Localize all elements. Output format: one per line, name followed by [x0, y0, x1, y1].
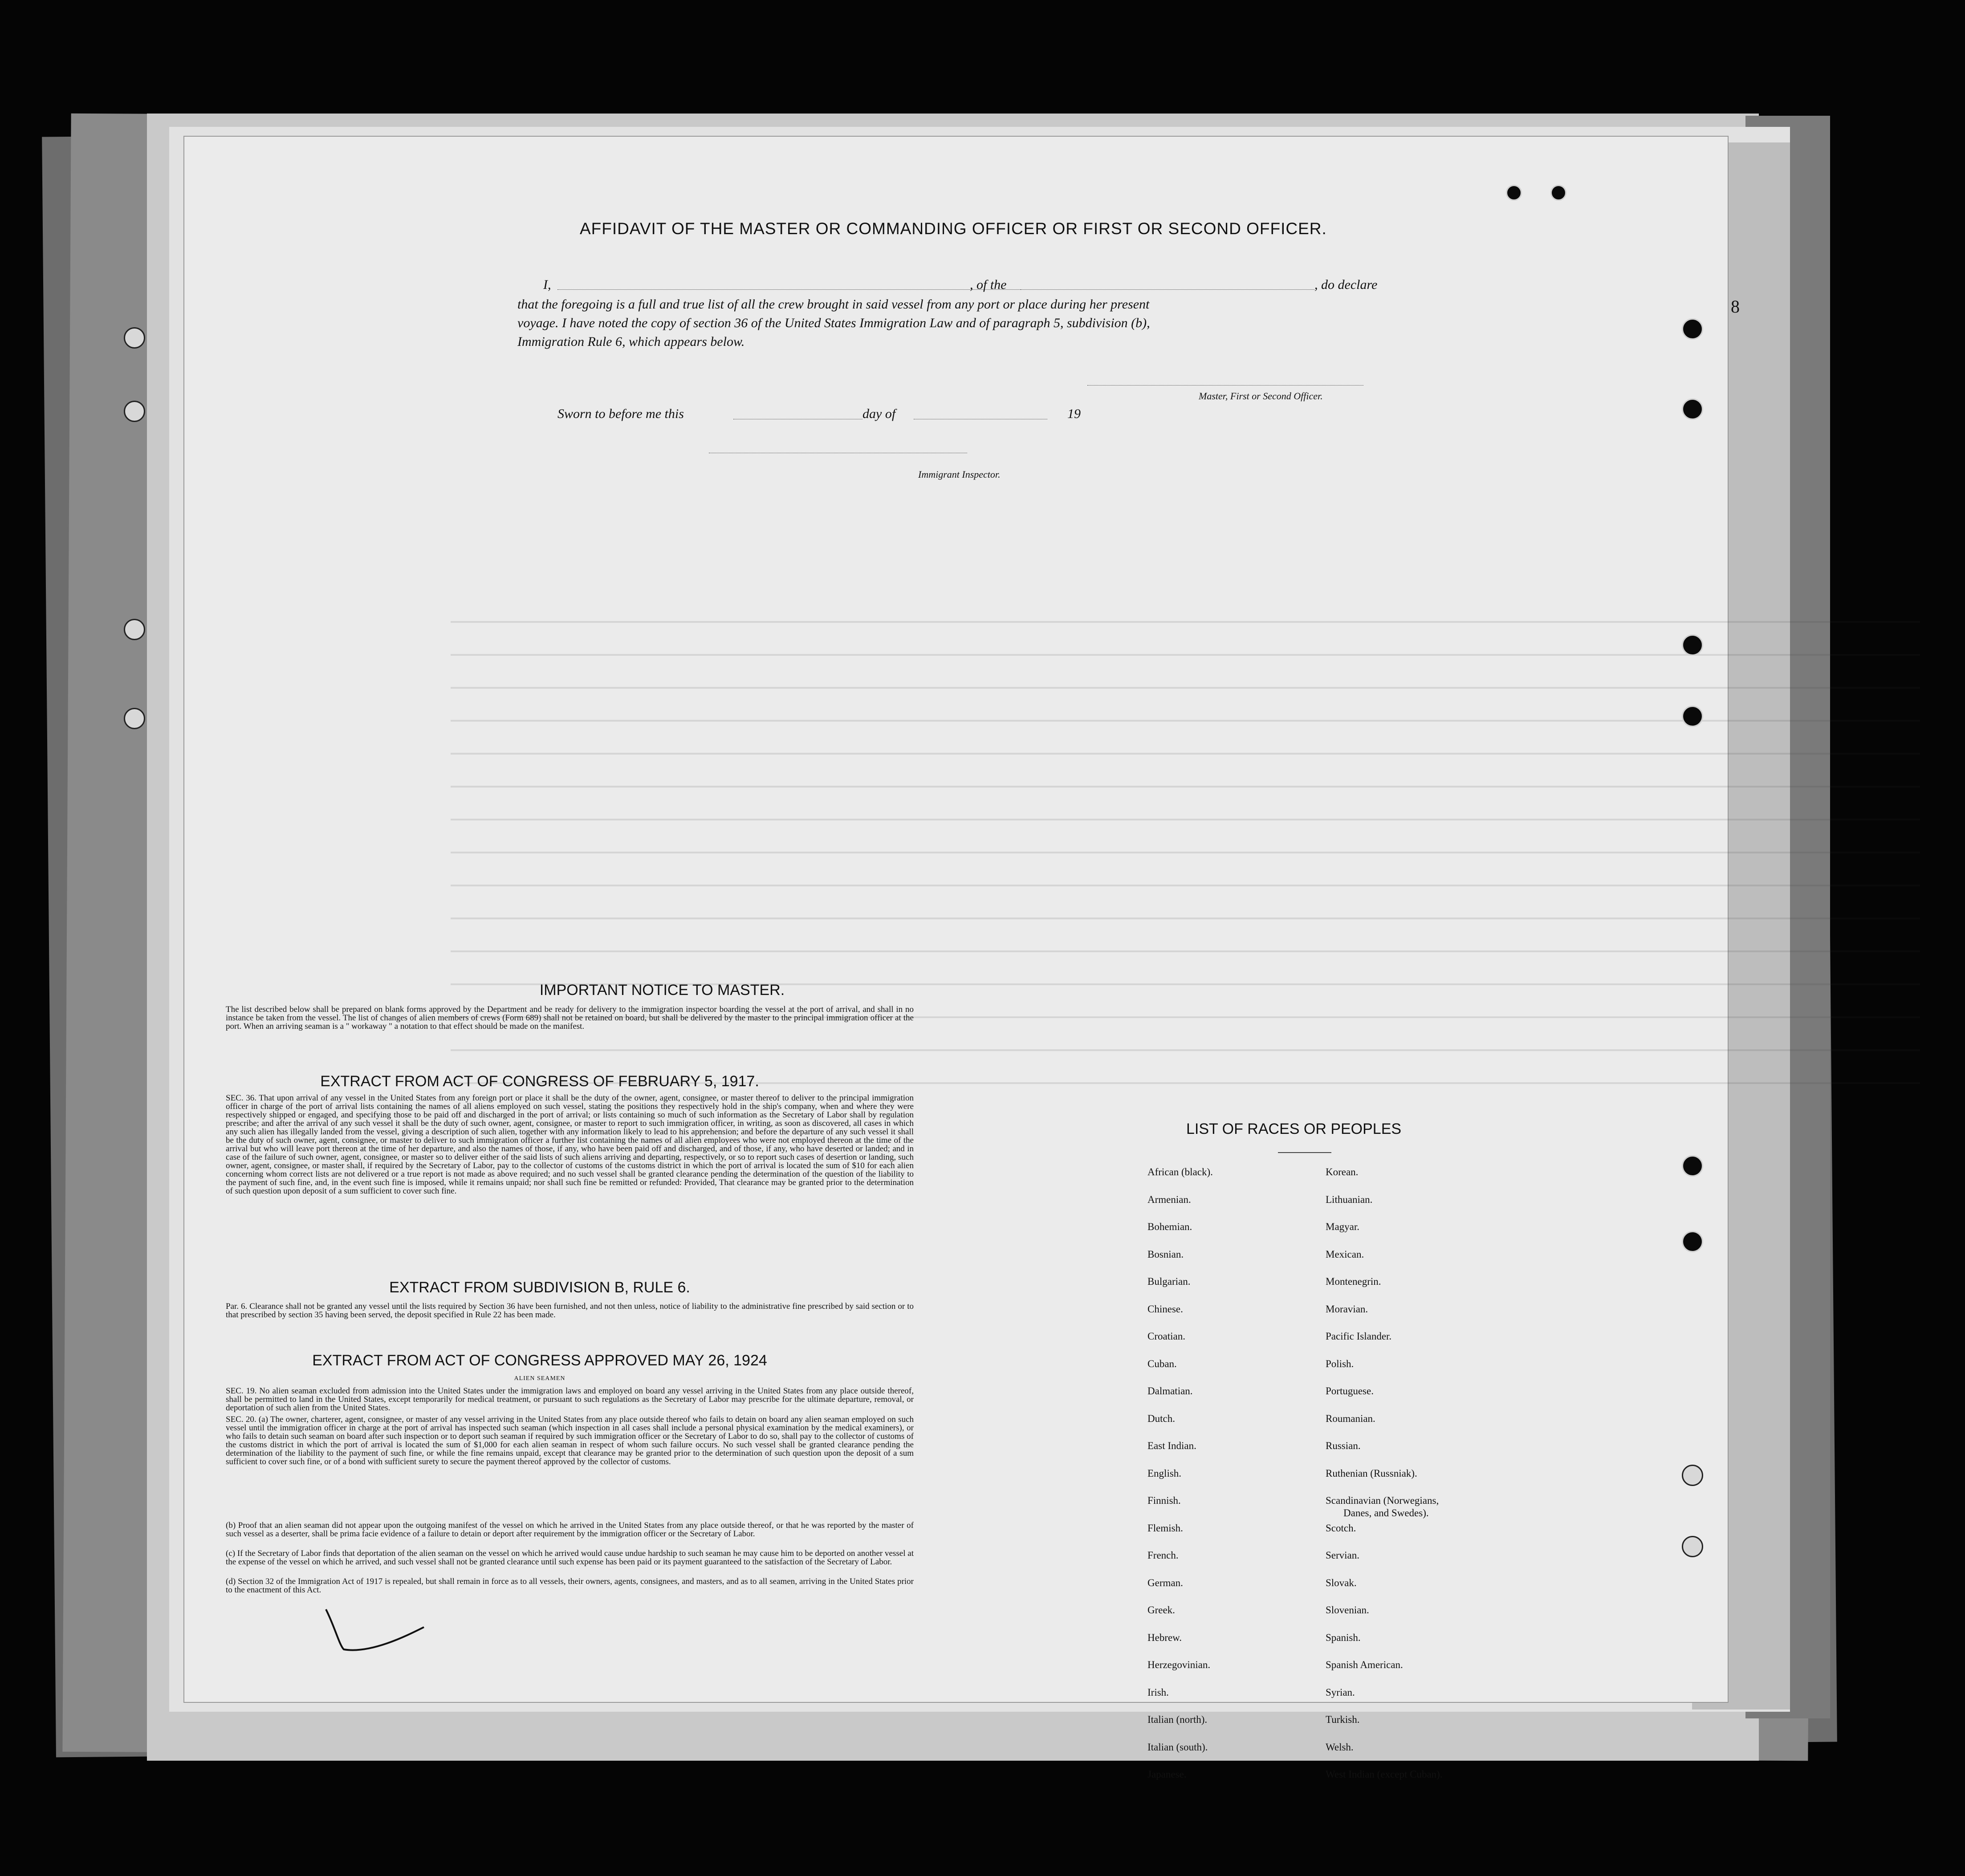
- races-title: LIST OF RACES OR PEOPLES: [1186, 1121, 1402, 1137]
- affidavit-line-3: Immigration Rule 6, which appears below.: [517, 334, 745, 349]
- binder-hole: [1682, 1155, 1703, 1177]
- race-item: Italian (south).: [1147, 1741, 1208, 1753]
- race-item: Dalmatian.: [1147, 1385, 1193, 1397]
- vessel-blank: [1021, 289, 1314, 290]
- day-of-label: day of: [862, 406, 896, 421]
- race-item: Cuban.: [1147, 1358, 1177, 1369]
- race-item: Servian.: [1326, 1550, 1360, 1561]
- binder-hole: [1682, 1231, 1703, 1252]
- race-item: Armenian.: [1147, 1194, 1191, 1205]
- race-item: Greek.: [1147, 1604, 1175, 1616]
- race-item: English.: [1147, 1467, 1182, 1479]
- race-item: Slovenian.: [1326, 1604, 1369, 1616]
- affidavit-title: AFFIDAVIT OF THE MASTER OR COMMANDING OFFICER OR FIRST OR SECOND OFFICER.: [580, 219, 1327, 238]
- rule6-title: EXTRACT FROM SUBDIVISION B, RULE 6.: [389, 1279, 690, 1296]
- race-item: Turkish.: [1326, 1714, 1360, 1725]
- race-item: Irish.: [1147, 1686, 1169, 1698]
- race-item: Pacific Islander.: [1326, 1331, 1392, 1342]
- binder-hole: [1682, 318, 1703, 340]
- race-item: Mexican.: [1326, 1248, 1364, 1260]
- year-label: 19: [1067, 406, 1081, 421]
- race-item: Croatian.: [1147, 1331, 1185, 1342]
- extract-1924-subtitle: ALIEN SEAMEN: [514, 1375, 565, 1382]
- race-item: French.: [1147, 1550, 1179, 1561]
- binder-hole: [1506, 185, 1522, 201]
- binder-hole: [1682, 398, 1703, 420]
- bleed-through-table: [451, 603, 1920, 1115]
- binder-hole: [124, 401, 145, 422]
- race-item: Scotch.: [1326, 1522, 1356, 1534]
- race-item: Slovak.: [1326, 1577, 1357, 1588]
- race-item: Ruthenian (Russniak).: [1326, 1467, 1417, 1479]
- race-item: Scandinavian (Norwegians,: [1326, 1495, 1439, 1506]
- race-item: Magyar.: [1326, 1221, 1360, 1232]
- binder-hole: [1682, 706, 1703, 727]
- binder-hole: [1682, 1465, 1703, 1486]
- extract-1924-sec20c: (c) If the Secretary of Labor finds that deportation of the alien seaman on the vessel on which he arrived would cause undue hardship to such seaman he may cause him to be deported on another vessel at the expense of the vessel on which he arrived, and such vessel shall not be granted clearance until such expense has been paid or its payment guaranteed to the satisfaction of the Secretary of Labor.: [226, 1549, 914, 1567]
- binder-hole: [124, 708, 145, 729]
- race-item: Lithuanian.: [1326, 1194, 1373, 1205]
- handwritten-mark: [317, 1600, 433, 1667]
- signature-blank: [1087, 385, 1363, 386]
- margin-mark: 8: [1731, 296, 1740, 317]
- races-separator: [1278, 1152, 1331, 1153]
- race-item: Japanese.: [1147, 1769, 1187, 1780]
- race-item: Bohemian.: [1147, 1221, 1192, 1232]
- race-item: German.: [1147, 1577, 1183, 1588]
- extract-1924-sec20a: SEC. 20. (a) The owner, charterer, agent, consignee, or master of any vessel arriving in the United States from any place outside thereof who fails to detain on board any alien seaman employed on such vessel until the immigration officer in charge at the port of arrival has inspected such seaman (which inspection in all cases shall include a personal physical examination by the medical examiners), or who fails to detain such seaman on board after such inspection or to deport such seaman if required by such immigration officer or the Secretary of Labor to do so, shall pay to the collector of customs of the customs district in which the port of arrival is located the sum of $1,000 for each alien seaman in respect of whom such failure occurs. No such vessel shall be granted clearance pending the determination of the liability to the payment of such fine, or while the fine remains unpaid, except that clearance may be granted prior to the determination of such question upon the deposit of a sum sufficient to cover such fine, or of a bond with sufficient surety to secure the payment thereof approved by the collector of customs.: [226, 1415, 914, 1466]
- race-item: Montenegrin.: [1326, 1276, 1381, 1287]
- race-item: Polish.: [1326, 1358, 1354, 1369]
- manifest-page: [183, 136, 1740, 1780]
- race-item: Flemish.: [1147, 1522, 1183, 1534]
- race-item: Syrian.: [1326, 1686, 1355, 1698]
- race-item: Finnish.: [1147, 1495, 1181, 1506]
- race-item: East Indian.: [1147, 1440, 1196, 1451]
- race-item: Herzegovinian.: [1147, 1659, 1211, 1670]
- signature-label: Master, First or Second Officer.: [1199, 390, 1323, 402]
- extract-1917-text: SEC. 36. That upon arrival of any vessel in the United States from any foreign port or place it shall be the duty of the owner, agent, consignee, or master thereof to deliver to the principal immigration officer in charge of the port of arrival lists containing the names of all aliens employed on such vessel, stating the positions they respectively hold in the ship's company, when and where they were respectively shipped or engaged, and specifying those to be paid off and discharged in the port of arrival; or lists containing so much of such information as the Secretary of Labor shall by regulation prescribe; and after the arrival of any such vessel it shall be the duty of such owner, agent, consignee, or master to report to such immigration officer, in writing, as soon as discovered, all cases in which any such alien has illegally landed from the vessel, giving a description of such alien, together with any information likely to lead to his apprehension; and before the departure of any such vessel it shall be the duty of such owner, agent, consignee, or master to deliver to such immigration officer a further list containing the names of all alien employees who were not employed thereon at the time of the arrival but who will leave port thereon at the time of her departure, and also the names of those, if any, who have been paid off and discharged, and of those, if any, who have deserted or landed; and in case of the failure of such owner, agent, consignee, or master so to deliver either of the said lists of such aliens arriving and departing, respectively, or so to report such cases of desertion or landing, such owner, agent, consignee, or master shall, if required by the Secretary of Labor, pay to the collector of customs of the customs district in which the port of arrival is located the sum of $10 for each alien concerning whom correct lists are not delivered or a true report is not made as above required; and no such vessel shall be granted clearance pending the determination of the question of the liability to the payment of such fine, and, in the event such fine is imposed, while it remains unpaid; nor shall such fine be remitted or refunded: Provided, That clearance may be granted prior to the determination of such question upon deposit of a sum sufficient to cover such fine.: [226, 1093, 914, 1196]
- race-item: Spanish.: [1326, 1632, 1361, 1643]
- extract-1924-sec20b: (b) Proof that an alien seaman did not appear upon the outgoing manifest of the vessel on which he arrived in the United States from any place outside thereof, or that he was reported by the master of such vessel as a deserter, shall be prima facie evidence of a failure to detain or deport after requirement by the immigration officer or the Secretary of Labor.: [226, 1521, 914, 1539]
- race-item: Danes, and Swedes).: [1343, 1507, 1429, 1519]
- race-item: Spanish American.: [1326, 1659, 1403, 1670]
- extract-1917-title: EXTRACT FROM ACT OF CONGRESS OF FEBRUARY 5, 1917.: [320, 1073, 759, 1090]
- extract-1924-sec20d: (d) Section 32 of the Immigration Act of 1917 is repealed, but shall remain in force as to all vessels, their owners, agents, consignees, and masters, and as to all seamen, arriving in the United States prior to the enactment of this Act.: [226, 1577, 914, 1595]
- race-item: Welsh.: [1326, 1741, 1354, 1753]
- race-item: Portuguese.: [1326, 1385, 1374, 1397]
- binder-hole: [1550, 185, 1566, 201]
- race-item: Moravian.: [1326, 1303, 1368, 1315]
- race-item: West Indian (except Cuban).: [1326, 1769, 1443, 1780]
- notice-title: IMPORTANT NOTICE TO MASTER.: [539, 982, 785, 999]
- affidavit-i-label: I,: [543, 277, 551, 292]
- race-item: Hebrew.: [1147, 1632, 1182, 1643]
- race-item: African (black).: [1147, 1166, 1213, 1178]
- race-item: Russian.: [1326, 1440, 1361, 1451]
- binder-hole: [1682, 1536, 1703, 1557]
- rule6-text: Par. 6. Clearance shall not be granted any vessel until the lists required by Section 36 have been furnished, and not then unless, notice of liability to the administrative fine prescribed by said section or to that prescribed by section 35 having been served, the deposit specified in Rule 22 has been made.: [226, 1302, 914, 1320]
- race-item: Chinese.: [1147, 1303, 1183, 1315]
- race-item: Italian (north).: [1147, 1714, 1208, 1725]
- race-item: Korean.: [1326, 1166, 1359, 1178]
- affidavit-do-declare: , do declare: [1314, 277, 1378, 292]
- affidavit-line-1: that the foregoing is a full and true list of all the crew brought in said vessel from any port or place during her present: [517, 297, 1150, 312]
- extract-1924-title: EXTRACT FROM ACT OF CONGRESS APPROVED MAY 26, 1924: [312, 1352, 767, 1369]
- binder-hole: [124, 327, 145, 349]
- notice-text: The list described below shall be prepared on blank forms approved by the Department and be ready for delivery to the immigration inspector boarding the vessel at the port of arrival, and shall in no instance be taken from the vessel. The list of changes of alien members of crews (Form 689) shall not be retained on board, but shall be delivered by the master to the principal immigration officer at the port. When an arriving seaman is a " workaway " a notation to that effect should be made on the manifest.: [226, 1005, 914, 1031]
- race-item: Dutch.: [1147, 1413, 1175, 1424]
- binder-hole: [1682, 634, 1703, 656]
- extract-1924-sec19: SEC. 19. No alien seaman excluded from admission into the United States under the immigration laws and employed on board any vessel arriving in the United States from any place outside thereof, shall be permitted to land in the United States, except temporarily for medical treatment, or pursuant to such regulations as the Secretary of Labor may prescribe for the ultimate departure, removal, or deportation of such alien from the United States.: [226, 1386, 914, 1413]
- sworn-label: Sworn to before me this: [557, 406, 684, 421]
- race-item: Bosnian.: [1147, 1248, 1184, 1260]
- affidavit-line-2: voyage. I have noted the copy of section 36 of the United States Immigration Law and of paragraph 5, subdivision (b),: [517, 316, 1150, 330]
- binder-hole: [124, 619, 145, 640]
- affidavit-of-the-label: , of the: [970, 277, 1007, 292]
- race-item: Roumanian.: [1326, 1413, 1375, 1424]
- inspector-label: Immigrant Inspector.: [918, 469, 1001, 480]
- race-item: Bulgarian.: [1147, 1276, 1191, 1287]
